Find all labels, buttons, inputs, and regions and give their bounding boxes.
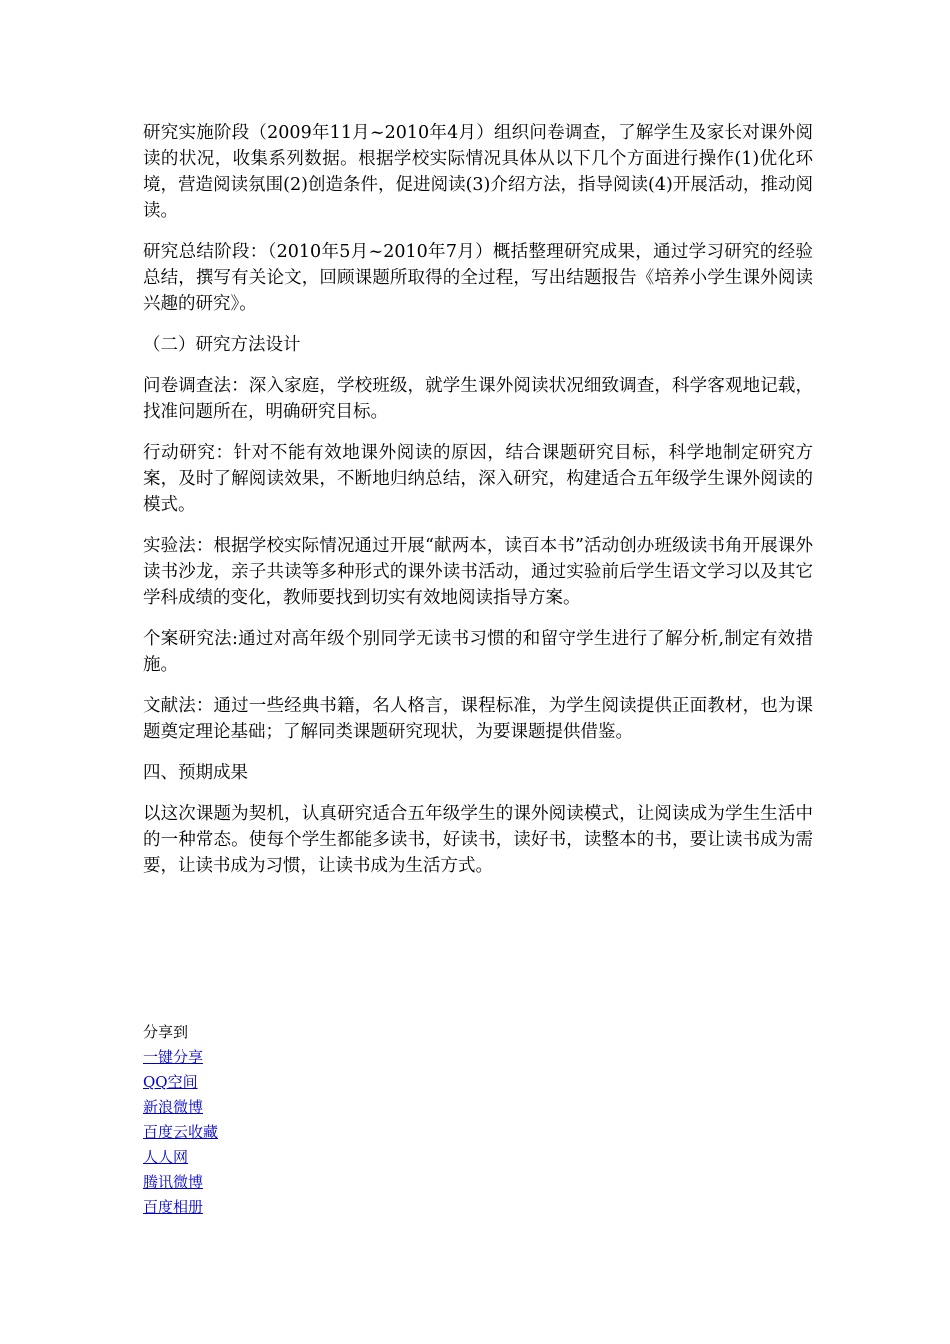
share-link-qq-zone[interactable]: QQ空间 — [143, 1073, 198, 1091]
share-link-renren[interactable]: 人人网 — [143, 1148, 189, 1166]
share-link-one-click[interactable]: 一键分享 — [143, 1048, 204, 1066]
paragraph-experiment-method: 实验法：根据学校实际情况通过开展“献两本，读百本书”活动创办班级读书角开展课外读书沙龙，亲子共读等多种形式的课外读书活动，通过实验前后学生语文学习以及其它学科成绩的变化，教师要找到切实有效地阅读指导方案。 — [143, 536, 813, 608]
paragraph-expected-results: 以这次课题为契机，认真研究适合五年级学生的课外阅读模式，让阅读成为学生生活中的一种常态。使每个学生都能多读书，好读书，读好书，读整本的书，要让读书成为需要，让读书成为习惯，让读书成为生活方式。 — [143, 804, 813, 876]
paragraph-questionnaire-method: 问卷调查法：深入家庭，学校班级，就学生课外阅读状况细致调查，科学客观地记载，找准问题所在，明确研究目标。 — [143, 376, 813, 422]
section-heading-method-design: （二）研究方法设计 — [143, 335, 301, 355]
share-link-baidu-cloud[interactable]: 百度云收藏 — [143, 1123, 219, 1141]
paragraph-implementation-stage: 研究实施阶段（2009年11月~2010年4月）组织问卷调查，了解学生及家长对课外阅读的状况，收集系列数据。根据学校实际情况具体从以下几个方面进行操作(1)优化环境，营造阅读氛围(2)创造条件，促进阅读(3)介绍方法，指导阅读(4)开展活动，推动阅读。 — [143, 123, 813, 221]
share-link-sina-weibo[interactable]: 新浪微博 — [143, 1098, 204, 1116]
section-heading-expected-results: 四、预期成果 — [143, 763, 248, 783]
share-label: 分享到 — [143, 1023, 189, 1041]
paragraph-action-research: 行动研究：针对不能有效地课外阅读的原因，结合课题研究目标，科学地制定研究方案，及时了解阅读效果，不断地归纳总结，深入研究，构建适合五年级学生课外阅读的模式。 — [143, 443, 813, 515]
share-panel — [143, 1020, 218, 1220]
share-link-baidu-album[interactable]: 百度相册 — [143, 1198, 204, 1216]
paragraph-literature-method: 文献法：通过一些经典书籍，名人格言，课程标准，为学生阅读提供正面教材，也为课题奠定理论基础；了解同类课题研究现状，为要课题提供借鉴。 — [143, 696, 813, 742]
paragraph-case-study-method: 个案研究法:通过对高年级个别同学无读书习惯的和留守学生进行了解分析,制定有效措施。 — [143, 629, 813, 675]
share-link-tencent-weibo[interactable]: 腾讯微博 — [143, 1173, 204, 1191]
paragraph-summary-stage: 研究总结阶段：（2010年5月~2010年7月）概括整理研究成果，通过学习研究的经验总结，撰写有关论文，回顾课题所取得的全过程，写出结题报告《培养小学生课外阅读兴趣的研究》。 — [143, 242, 813, 314]
document-body — [143, 120, 813, 894]
